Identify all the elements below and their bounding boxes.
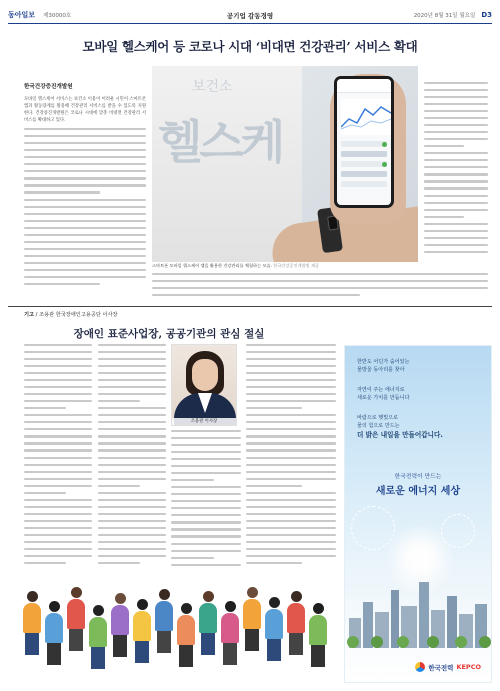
ad-slogan-big: 새로운 에너지 세상 xyxy=(375,486,461,497)
columnist-portrait xyxy=(171,344,237,426)
article-headline: 모바일 헬스케어 등 코로나 시대 ‘비대면 건강관리’ 서비스 확대 xyxy=(82,39,418,54)
paper-logo: 동아일보 xyxy=(8,10,36,19)
article-column-4 xyxy=(424,82,488,274)
article-photo: 보건소 헬스케 xyxy=(152,66,418,262)
kepco-advertisement xyxy=(344,345,492,683)
article-lead: 모바일 헬스케어 서비스는 보건소 이용이 어려운 시민이 스마트폰 앱과 활동량계를 활용해 건강관리 서비스를 받을 수 있도록 지원한다. 건강증진개발원은 코로나 시대에 맞춘 비대면 건강관리 서비스를 확대하고 있다. xyxy=(24,97,146,124)
city-skyline xyxy=(345,578,491,648)
issue-date: 2020년 8월 31일 월요일 xyxy=(413,13,476,19)
ad-text-3: 바람으로 햇빛으로 물의 힘으로 만드는 더 밝은 내일을 만들어갑니다. xyxy=(357,415,443,439)
ad-text-1: 한반도 어딘가 숨어있는 물방울 동아리를 찾아 xyxy=(357,359,410,373)
photo-credit: 한국건강증진개발원 제공 xyxy=(273,263,320,268)
article-bottom-text xyxy=(152,273,488,301)
column-text-3 xyxy=(171,430,241,576)
photo-caption: 스마트폰 모바일 헬스케어 앱을 활용한 건강관리를 체험하는 모습. 한국건강증진개발원 제공 xyxy=(152,263,320,268)
article-byline: 한국건강증진개발원 xyxy=(24,84,73,90)
people-illustration xyxy=(20,583,336,675)
ad-text-2: 자연이 주는 에너지로 새로운 가치를 만듭니다 xyxy=(357,387,410,401)
column-text-1 xyxy=(24,344,92,576)
issue-number: 제30000호 xyxy=(43,13,72,19)
column-headline: 장애인 표준사업장, 공공기관의 관심 절실 xyxy=(73,328,265,340)
column-text-2 xyxy=(98,344,166,576)
masthead-rule xyxy=(8,23,492,24)
column-tag: 기고 / 조용관 한국장애인고용공단 이사장 xyxy=(24,312,118,318)
smartphone-icon xyxy=(334,76,394,208)
article-body-text xyxy=(24,128,146,285)
columnist-name: 조용관 이사장 xyxy=(172,418,236,425)
page-number: D3 xyxy=(481,11,492,19)
ad-slogan-small: 한국전력이 만드는 xyxy=(394,474,442,480)
article-column-1 xyxy=(24,82,146,300)
section-divider xyxy=(8,306,492,307)
masthead xyxy=(8,8,492,22)
kepco-logo: 한국전력 KEPCO xyxy=(415,662,481,672)
column-text-4 xyxy=(246,344,336,576)
kepco-logo-icon xyxy=(415,662,425,672)
section-title: 공기업 감동경영 xyxy=(226,11,274,20)
